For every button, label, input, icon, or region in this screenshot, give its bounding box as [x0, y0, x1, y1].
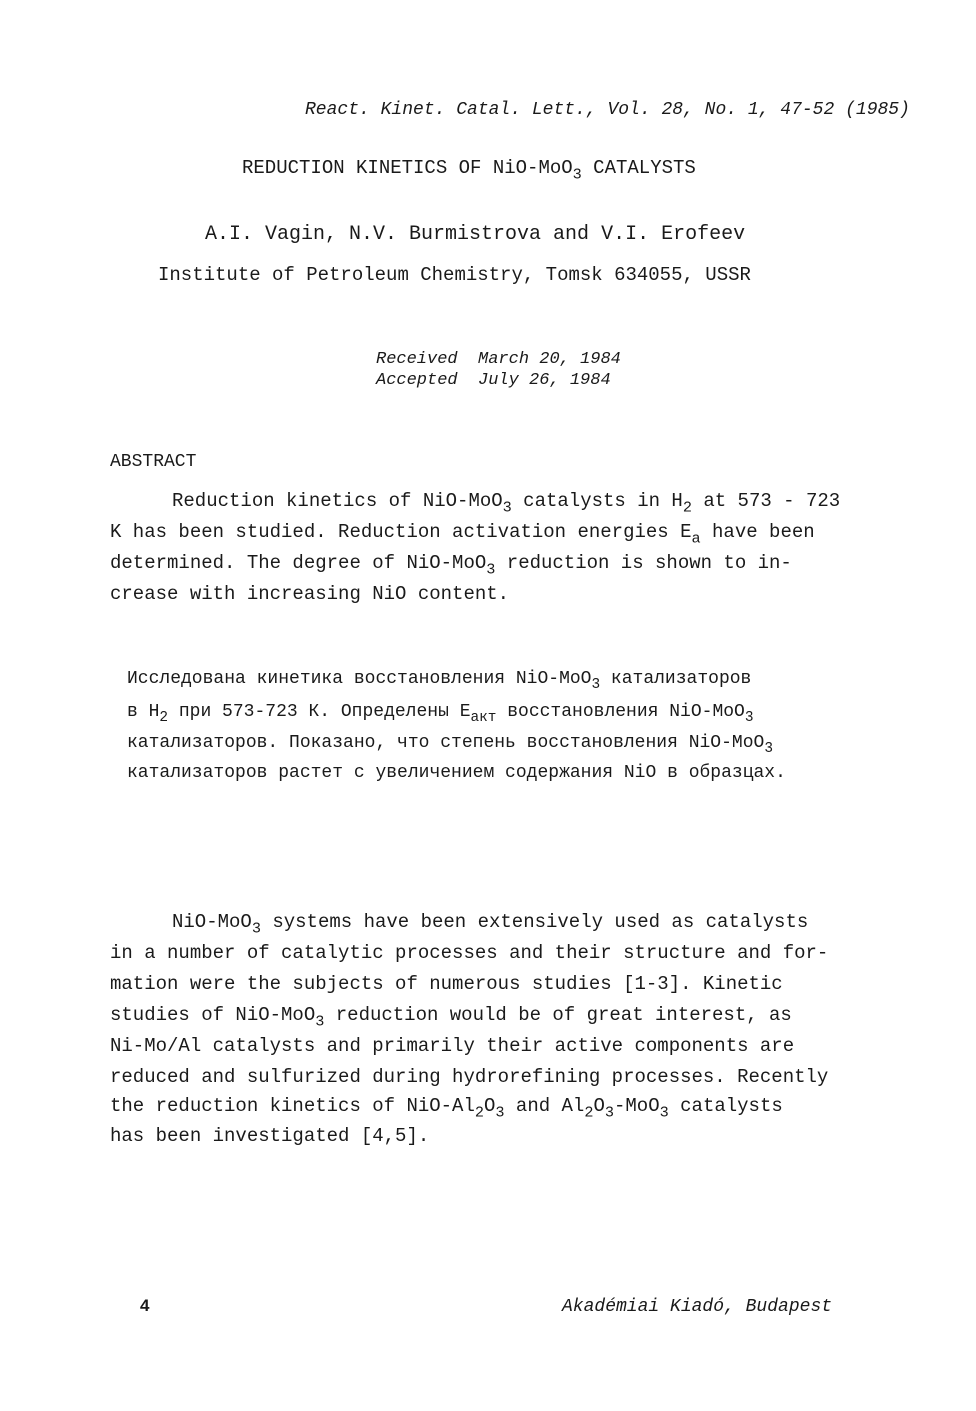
page-number: 4: [140, 1296, 150, 1315]
text: катализаторов: [600, 669, 752, 689]
russian-line: [127, 702, 754, 727]
text: -MoO: [614, 1095, 660, 1117]
accepted-label: Accepted: [376, 371, 458, 390]
subscript: 3: [495, 1103, 505, 1122]
text: восстановления NiO-MoO: [496, 702, 745, 722]
text: reduction would be of great interest, as: [324, 1004, 792, 1026]
subscript: 3: [764, 741, 773, 758]
subscript: a: [691, 529, 701, 548]
subscript: 3: [604, 1103, 614, 1122]
body-line: mation were the subjects of numerous studies [1-3]. Kinetic: [110, 973, 783, 995]
received-line: [376, 350, 621, 369]
subscript: 3: [486, 560, 496, 579]
text: catalysts in H: [511, 490, 683, 512]
title-text-end: CATALYSTS: [581, 157, 696, 179]
russian-line: [127, 669, 752, 694]
affiliation: Institute of Petroleum Chemistry, Tomsk 634055, USSR: [158, 264, 751, 286]
abstract-line: [110, 521, 815, 548]
citation: React. Kinet. Catal. Lett., Vol. 28, No. 1, 47-52 (1985): [305, 100, 910, 120]
title-subscript: 3: [572, 165, 582, 184]
text: O: [593, 1095, 605, 1117]
title-text: REDUCTION KINETICS OF NiO-MoO: [242, 157, 573, 179]
russian-line: [127, 733, 773, 758]
text: systems have been extensively used as catalysts: [260, 911, 809, 933]
subscript: 2: [584, 1103, 594, 1122]
text: catalysts: [668, 1095, 783, 1117]
received-date: March 20, 1984: [478, 350, 621, 369]
authors: A.I. Vagin, N.V. Burmistrova and V.I. Erofeev: [205, 223, 746, 246]
text: катализаторов. Показано, что степень восстановления NiO-MoO: [127, 733, 765, 753]
text: K has been studied. Reduction activation energies E: [110, 521, 692, 543]
paper-title: [242, 157, 696, 184]
abstract-line: [110, 552, 792, 579]
body-line: [110, 1004, 792, 1031]
text: Исследована кинетика восстановления NiO-MoO: [127, 669, 592, 689]
body-line: in a number of catalytic processes and their structure and for-: [110, 942, 829, 964]
subscript: 2: [474, 1103, 484, 1122]
received-label: Received: [376, 350, 458, 369]
subscript: 3: [744, 710, 754, 727]
subscript: 3: [591, 677, 601, 694]
publisher: Akadémiai Kiadó, Budapest: [562, 1297, 833, 1317]
text: at 573 - 723: [691, 490, 841, 512]
text: reduction is shown to in-: [495, 552, 792, 574]
body-line: [172, 911, 809, 938]
russian-line: катализаторов растет с увеличением содержания NiO в образцах.: [127, 763, 786, 783]
body-line: reduced and sulfurized during hydrorefining processes. Recently: [110, 1066, 829, 1088]
subscript: 3: [315, 1012, 325, 1031]
body-line: [110, 1095, 783, 1122]
subscript: 3: [659, 1103, 669, 1122]
accepted-date: July 26, 1984: [478, 371, 611, 390]
text: have been: [700, 521, 815, 543]
text: O: [483, 1095, 496, 1117]
subscript: 2: [682, 498, 692, 517]
subscript: акт: [470, 710, 497, 727]
text: the reduction kinetics of NiO-Al: [110, 1095, 475, 1117]
text: при 573-723 К. Определены E: [168, 702, 471, 722]
body-line: has been investigated [4,5].: [110, 1125, 430, 1147]
accepted-line: [376, 371, 611, 390]
subscript: 2: [159, 710, 169, 727]
subscript: 3: [502, 498, 512, 517]
abstract-heading: ABSTRACT: [110, 452, 197, 472]
abstract-line: [172, 490, 841, 517]
text: Reduction kinetics of NiO-MoO: [172, 490, 503, 512]
body-line: Ni-Mo/Al catalysts and primarily their active components are: [110, 1035, 795, 1057]
subscript: 3: [251, 919, 261, 938]
text: and Al: [504, 1095, 585, 1117]
text: determined. The degree of NiO-MoO: [110, 552, 487, 574]
text: в H: [127, 702, 160, 722]
text: studies of NiO-MoO: [110, 1004, 316, 1026]
text: NiO-MoO: [172, 911, 252, 933]
abstract-line: crease with increasing NiO content.: [110, 583, 510, 605]
